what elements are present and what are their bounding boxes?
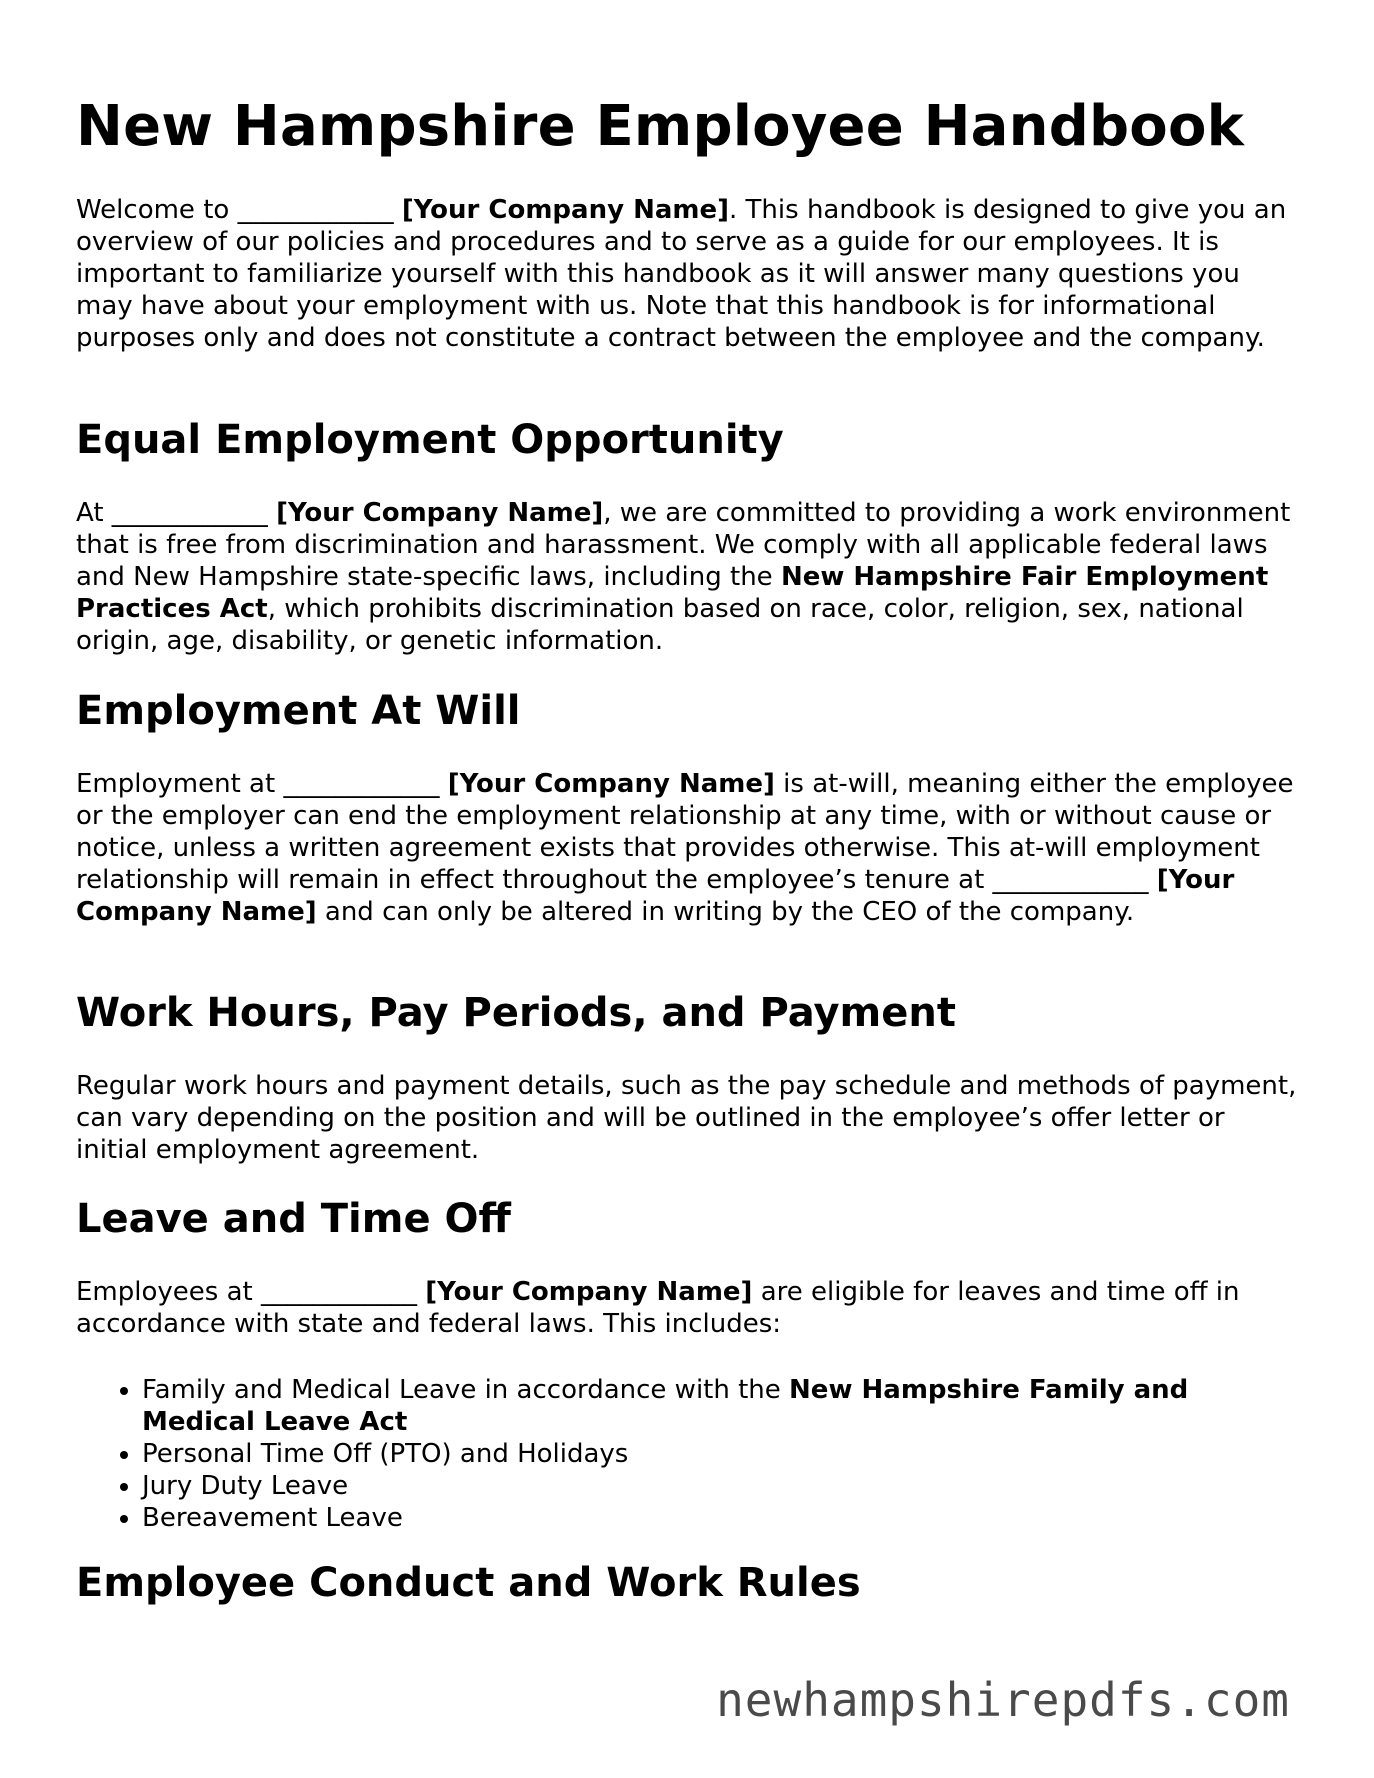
company-blank: ____________ [283,769,440,799]
watermark: newhampshirepdfs.com [716,1673,1290,1727]
leave-text-before: Employees at [76,1277,261,1307]
leave-list [76,1374,1298,1534]
company-placeholder: [Your Company Name] [276,498,604,528]
at-will-text-middle: is at-will, meaning either the employee or the employer can end the employment relationship at any time, with or without cause or notice, unless a written agreement exists that provides otherwise. This at-will employment relationship will remain in effect throughout the employee’s tenure at [76,769,1294,895]
company-placeholder: [Your Company Name] [425,1277,753,1307]
list-item: • Personal Time Off (PTO) and Holidays [142,1438,1298,1470]
page-title: New Hampshire Employee Handbook [76,94,1245,159]
eeo-text-before: At [76,498,112,528]
intro-text-after: . This handbook is designed to give you an overview of our policies and procedures and to serve as a guide for our employees. It is important to familiarize yourself with this handbook as it will answer many questions you may have about your employment with us. Note that this handbook is for informational purposes only and does not constitute a contract between the employee and the company. [76,195,1287,353]
intro-text-before: Welcome to [76,195,238,225]
company-placeholder: [Your Company Name] [76,865,1235,927]
leave-item-text: Family and Medical Leave in accordance with the [142,1375,790,1405]
company-placeholder: [Your Company Name] [447,769,775,799]
list-item: • Jury Duty Leave [142,1470,1298,1502]
leave-paragraph [76,1276,1298,1340]
at-will-text-before: Employment at [76,769,284,799]
eeo-act-name: New Hampshire Fair Employment Practices Act [76,562,1269,624]
company-blank: ____________ [111,498,268,528]
leave-text-after: are eligible for leaves and time off in accordance with state and federal laws. This includes: [76,1277,1240,1339]
eeo-text-after: , which prohibits discrimination based on race, color, religion, sex, national origin, age, disability, or genetic information. [76,594,1244,656]
list-item [142,1374,1298,1438]
company-blank: ____________ [260,1277,417,1307]
heading-eeo: Equal Employment Opportunity [76,417,784,463]
heading-at-will: Employment At Will [76,688,521,734]
leave-act-name: New Hampshire Family and Medical Leave Act [142,1375,1189,1437]
list-item: • Bereavement Leave [142,1502,1298,1534]
heading-work-hours: Work Hours, Pay Periods, and Payment [76,990,956,1036]
company-placeholder: [Your Company Name] [401,195,730,225]
eeo-paragraph [76,497,1298,657]
intro-paragraph [76,194,1298,354]
heading-conduct: Employee Conduct and Work Rules [76,1560,861,1606]
eeo-text-middle: , we are committed to providing a work environment that is free from discrimination and harassment. We comply with all applicable federal laws and New Hampshire state-specific laws, including the [76,498,1291,592]
work-hours-paragraph: Regular work hours and payment details, such as the pay schedule and methods of payment, can vary depending on the position and will be outlined in the employee’s offer letter or initial employment agreement. [76,1071,1297,1165]
heading-leave: Leave and Time Off [76,1196,511,1242]
company-blank: ____________ [237,195,394,225]
at-will-paragraph [76,768,1298,928]
company-blank: ____________ [992,865,1149,895]
at-will-text-after: and can only be altered in writing by the CEO of the company. [316,897,1135,927]
